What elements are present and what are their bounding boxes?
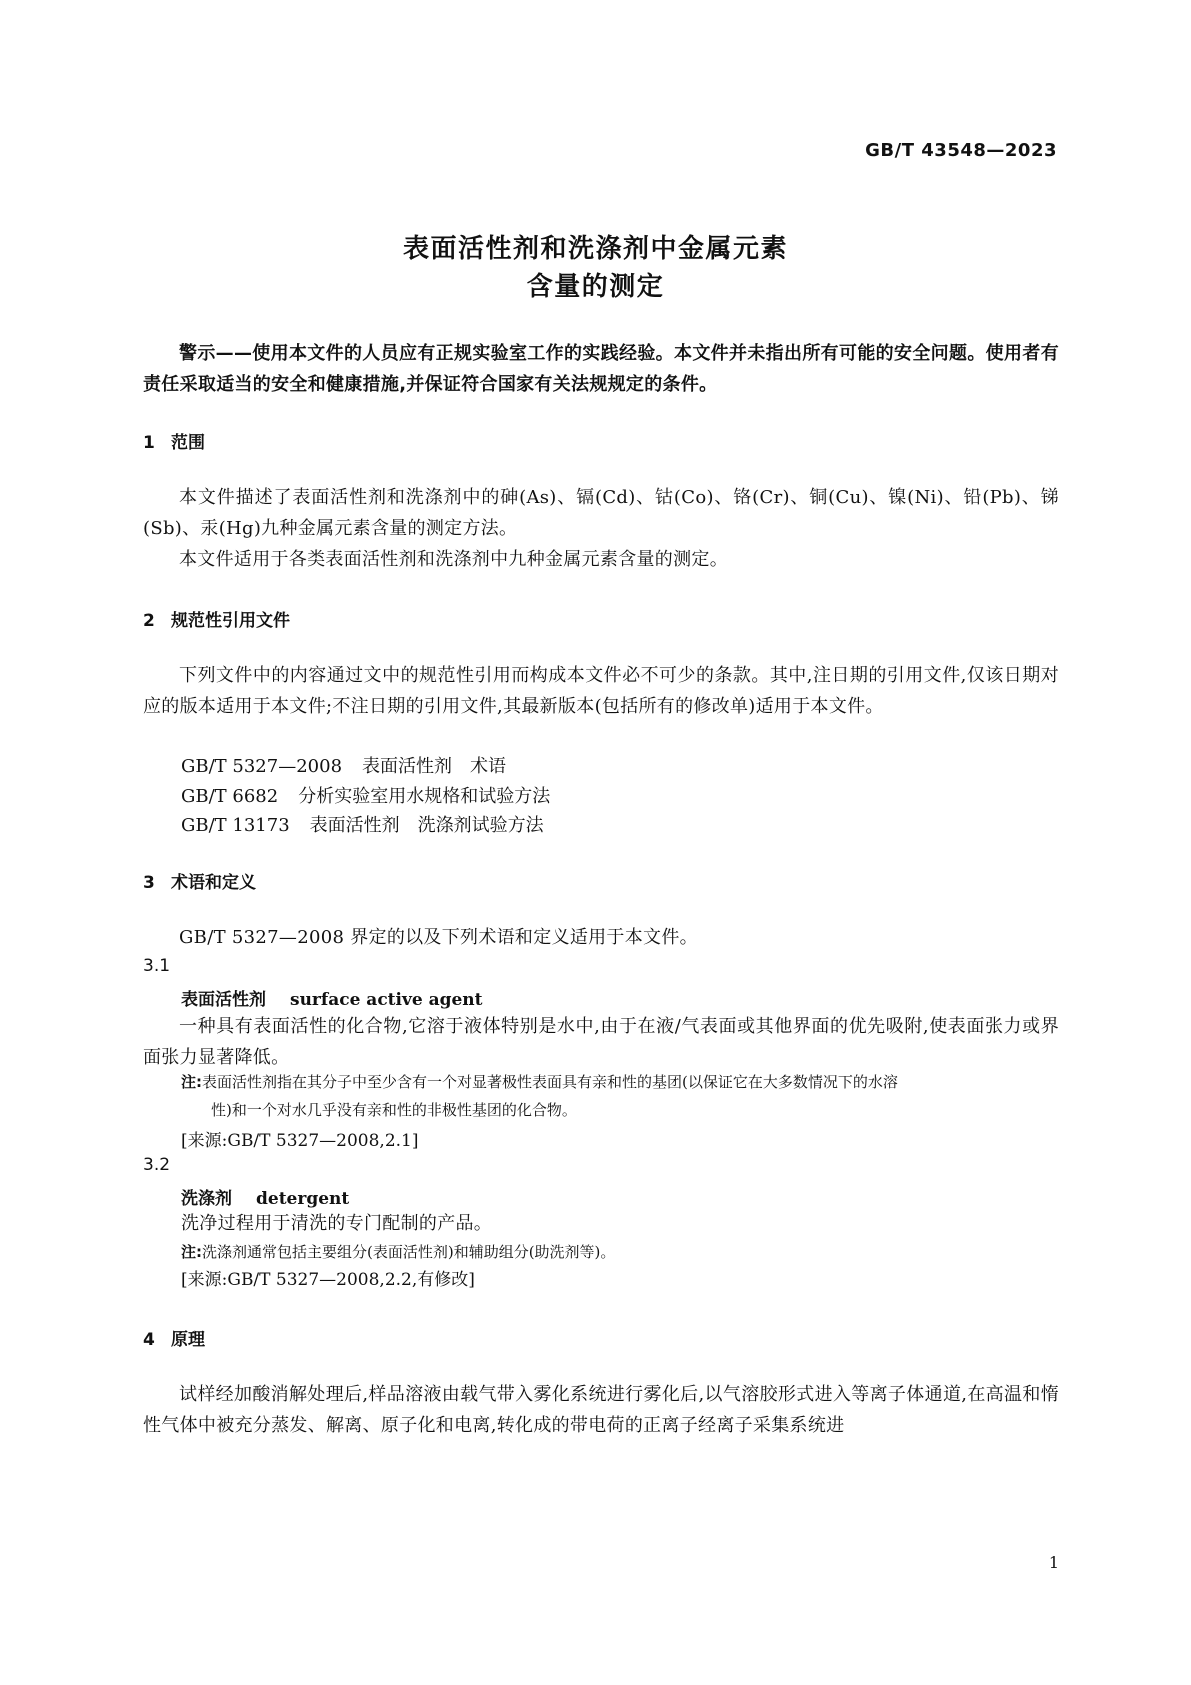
reference-item — [181, 752, 506, 778]
reference-item — [181, 811, 544, 837]
section-title: 范围 — [171, 433, 205, 453]
term-note — [181, 1068, 1059, 1124]
principle-paragraph: 试样经加酸消解处理后,样品溶液由载气带入雾化系统进行雾化后,以气溶胶形式进入等离子体通道,在高温和惰性气体中被充分蒸发、解离、原子化和电离,转化成的带电荷的正离子经离子采集系统进 — [143, 1384, 1059, 1436]
reference-title: 洗涤剂试验方法 — [417, 815, 544, 836]
term-source: [来源:GB/T 5327—2008,2.1] — [181, 1131, 419, 1151]
safety-warning: 警示——使用本文件的人员应有正规实验室工作的实践经验。本文件并未指出所有可能的安全问题。使用者有责任采取适当的安全和健康措施,并保证符合国家有关法规规定的条件。 — [143, 343, 1059, 395]
reference-title: 表面活性剂 — [309, 815, 400, 836]
term-zh: 表面活性剂 — [181, 990, 266, 1010]
terms-intro: GB/T 5327—2008 界定的以及下列术语和定义适用于本文件。 — [179, 927, 698, 948]
section-number: 3 — [143, 873, 155, 893]
reference-code: GB/T 13173 — [181, 815, 290, 836]
reference-code: GB/T 6682 — [181, 786, 279, 807]
normative-refs-paragraph: 下列文件中的内容通过文中的规范性引用而构成本文件必不可少的条款。其中,注日期的引用文件,仅该日期对应的版本适用于本文件;不注日期的引用文件,其最新版本(包括所有的修改单)适用于本文件。 — [143, 665, 1059, 717]
term-zh: 洗涤剂 — [181, 1189, 232, 1209]
page-number: 1 — [1048, 1553, 1059, 1572]
section-number: 1 — [143, 433, 155, 453]
section-3-heading — [143, 868, 256, 893]
term-en: detergent — [256, 1189, 350, 1209]
scope-paragraph-2: 本文件适用于各类表面活性剂和洗涤剂中九种金属元素含量的测定。 — [179, 549, 728, 570]
note-label: 注: — [181, 1073, 202, 1091]
standard-code: GB/T 43548—2023 — [865, 140, 1057, 161]
term-en: surface active agent — [290, 990, 483, 1010]
term-heading — [181, 1184, 349, 1209]
document-title-line2: 含量的测定 — [526, 272, 665, 302]
section-title: 规范性引用文件 — [171, 611, 290, 631]
section-number: 4 — [143, 1330, 155, 1350]
note-label: 注: — [181, 1243, 202, 1261]
note-text-continued: 性)和一个对水几乎没有亲和性的非极性基团的化合物。 — [211, 1101, 577, 1119]
term-source: [来源:GB/T 5327—2008,2.2,有修改] — [181, 1270, 475, 1290]
note-text: 洗涤剂通常包括主要组分(表面活性剂)和辅助组分(助洗剂等)。 — [202, 1243, 616, 1261]
term-definition: 洗净过程用于清洗的专门配制的产品。 — [181, 1213, 493, 1234]
section-2-heading — [143, 606, 290, 631]
section-number: 2 — [143, 611, 155, 631]
term-note — [181, 1238, 1059, 1266]
reference-item — [181, 782, 550, 808]
term-number: 3.2 — [143, 1155, 171, 1175]
term-heading — [181, 985, 483, 1010]
section-4-heading — [143, 1325, 205, 1350]
reference-title: 分析实验室用水规格和试验方法 — [298, 786, 551, 807]
section-1-heading — [143, 428, 205, 453]
section-title: 原理 — [171, 1330, 205, 1350]
scope-paragraph-1: 本文件描述了表面活性剂和洗涤剂中的砷(As)、镉(Cd)、钴(Co)、铬(Cr)、铜(Cu)、镍(Ni)、铅(Pb)、锑(Sb)、汞(Hg)九种金属元素含量的测定方法。 — [143, 487, 1059, 539]
reference-code: GB/T 5327—2008 — [181, 756, 343, 777]
document-title-line1: 表面活性剂和洗涤剂中金属元素 — [402, 234, 788, 264]
reference-title: 表面活性剂 — [362, 756, 453, 777]
reference-title: 术语 — [470, 756, 507, 777]
term-definition: 一种具有表面活性的化合物,它溶于液体特别是水中,由于在液/气表面或其他界面的优先吸附,使表面张力或界面张力显著降低。 — [143, 1016, 1059, 1068]
term-number: 3.1 — [143, 956, 171, 976]
section-title: 术语和定义 — [171, 873, 256, 893]
note-text: 表面活性剂指在其分子中至少含有一个对显著极性表面具有亲和性的基团(以保证它在大多数情况下的水溶 — [202, 1073, 898, 1091]
